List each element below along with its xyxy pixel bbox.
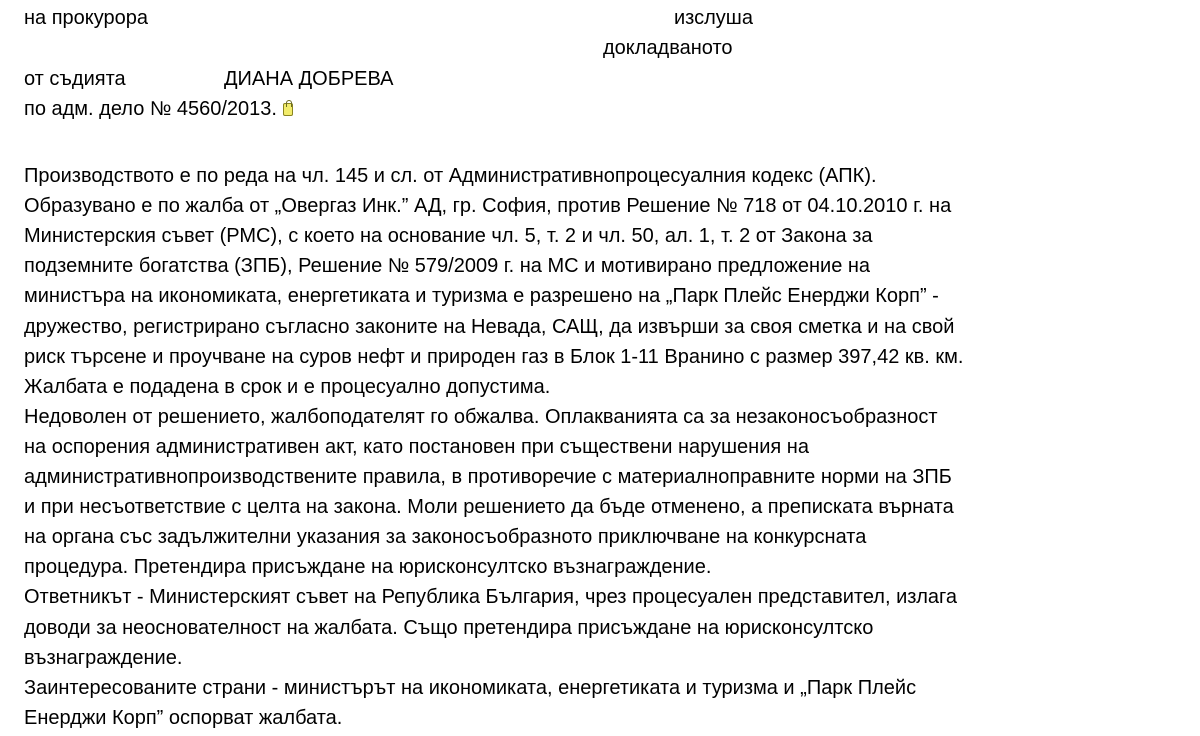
body-line: доводи за неоснователност на жалбата. Също претендира присъждане на юрисконсултско	[24, 616, 874, 639]
body-line: Образувано е по жалба от „Овергаз Инк.” АД, гр. София, против Решение № 718 от 04.10.2010 г. на	[24, 195, 952, 218]
sticky-note-icon[interactable]	[283, 103, 293, 116]
body-line: Производството е по реда на чл. 145 и сл. от Административнопроцесуалния кодекс (АПК).	[24, 165, 877, 187]
case-line	[24, 97, 293, 121]
body-line: възнаграждение.	[24, 646, 183, 669]
body-line: риск търсене и проучване на суров нефт и природен газ в Блок 1-11 Вранино с размер 397,42 кв. км.	[24, 345, 964, 368]
heard-line-2: докладваното	[603, 37, 733, 59]
body-line: административнопроизводствените правила, в противоречие с материалноправните норми на ЗПБ	[24, 466, 952, 488]
case-number: по адм. дело № 4560/2013.	[24, 98, 277, 120]
body-line: процедура. Претендира присъждане на юрисконсултско възнаграждение.	[24, 556, 712, 579]
prosecutor-line: на прокурора	[24, 7, 149, 29]
body-line: дружество, регистрирано съгласно законите на Невада, САЩ, да извърши за своя сметка и на свой	[24, 315, 955, 338]
body-line: Недоволен от решението, жалбоподателят го обжалва. Оплакванията са за незаконосъобразност	[24, 405, 938, 428]
body-line: и при несъответствие с целта на закона. Моли решението да бъде отменено, а преписката върната	[24, 496, 954, 519]
body-line: на органа със задължителни указания за законосъобразното приключване на конкурсната	[24, 526, 867, 549]
body-line: Енерджи Корп” оспорват жалбата.	[24, 706, 343, 729]
judge-label: от съдията	[24, 68, 126, 90]
body-line: Министерския съвет (РМС), с което на основание чл. 5, т. 2 и чл. 50, ал. 1, т. 2 от Закона за	[24, 225, 873, 248]
judge-name: ДИАНА ДОБРЕВА	[224, 68, 394, 90]
body-line: Жалбата е подадена в срок и е процесуално допустима.	[24, 375, 551, 398]
body-line: Заинтересованите страни - министърът на икономиката, енергетиката и туризма и „Парк Плейс	[24, 676, 917, 699]
body-line: министъра на икономиката, енергетиката и туризма е разрешено на „Парк Плейс Енерджи Корп” -	[24, 285, 939, 308]
body-line: подземните богатства (ЗПБ), Решение № 579/2009 г. на МС и мотивирано предложение на	[24, 255, 871, 278]
heard-line-1: изслуша	[674, 7, 753, 29]
body-line: на оспорения административен акт, като постановен при съществени нарушения на	[24, 435, 809, 458]
body-line: Ответникът - Министерският съвет на Република България, чрез процесуален представител, излага	[24, 586, 957, 609]
